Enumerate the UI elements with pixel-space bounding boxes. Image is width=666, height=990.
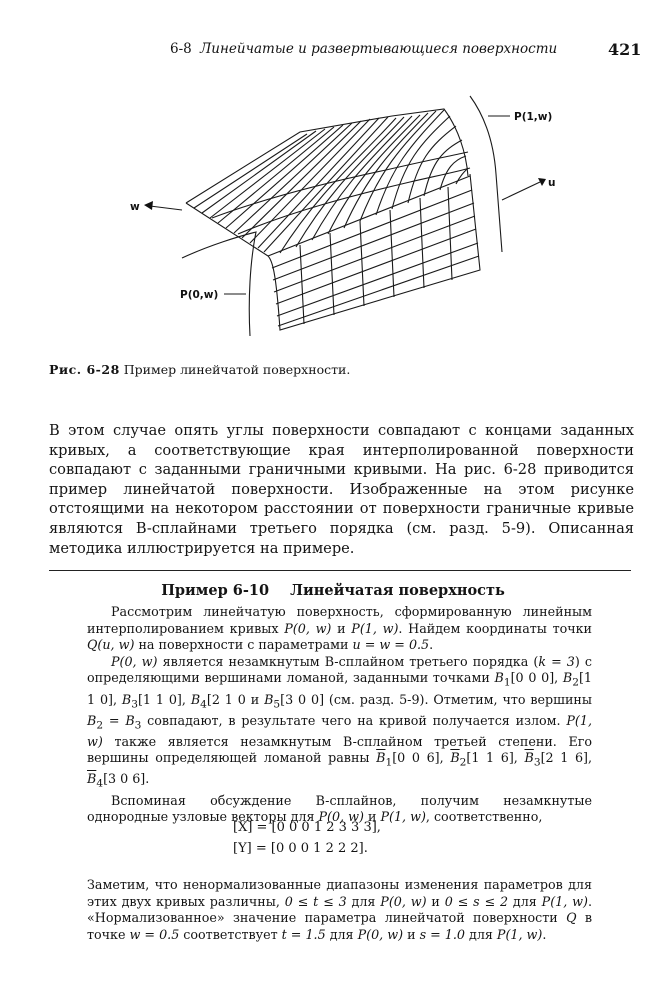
example-paragraph-1: Рассмотрим линейчатую поверхность, сформированную линейным интерполированием кривых P(0, w) и P(1, w). Найдем координаты точки Q(u, w) на поверхности с параметрами u = w = 0.5.	[87, 604, 593, 653]
example-title: Линейчатая поверхность	[290, 582, 505, 599]
surface-left-edge	[186, 203, 268, 256]
body-paragraph	[49, 421, 634, 558]
example-paragraph-3: Вспоминая обсуждение B-сплайнов, получим незамкнутые однородные узловые векторы для P(0, w) и P(1, w), соответственно,	[87, 792, 592, 825]
example-paragraph-2: P(0, w) является незамкнутым B-сплайном третьего порядка (k = 3) с определяющими вершинами ломаной, заданными точками $B_1[0$ 0 0], $B_2[1$ 1 0], $B_3[1$ 1 0], $B_4[2$ 1 0 и $B_5[3$ 0 0] (см. разд. 5-9). Отметим, что вершины $B_2 = B_3$ совпадают, в результате чего на кривой получается излом. P(1, w) также является незамкнутым B-сплайном третьей степени. Его вершины определяющей ломаной равны $\overline{B}_1[0$ 0 6], $\overline{B}_2[1$ 1 6], $\overline{B}_3[2$ 1 6], $\overline{B}_4[3$ 0 6].	[87, 653, 593, 790]
example-body	[87, 604, 592, 826]
running-header	[170, 41, 557, 57]
figure-caption	[49, 362, 350, 377]
example-heading	[0, 582, 666, 599]
caption-text: Пример линейчатой поверхности.	[123, 362, 351, 377]
knot-vectors	[233, 818, 381, 859]
page-number: 421	[608, 40, 642, 59]
ruled-surface-figure	[100, 75, 570, 360]
label-p1w: P(1,w)	[514, 111, 553, 123]
label-p0w: P(0,w)	[180, 289, 219, 301]
label-w: w	[130, 201, 140, 213]
knot-vector-x: [X] = [0 0 0 1 2 3 3 3],	[233, 820, 381, 835]
example-number: Пример 6-10	[161, 582, 270, 599]
label-u: u	[548, 177, 556, 189]
caption-label: Рис. 6-28	[49, 362, 120, 377]
curve-p1w	[470, 96, 502, 252]
curve-p0w	[182, 232, 256, 336]
section-title: Линейчатые и развертывающиеся поверхности	[200, 41, 558, 57]
body-text: В этом случае опять углы поверхности совпадают с концами заданных кривых, а соответствующие края интерполированной поверхности совпадают с заданными граничными кривыми. На рис. 6-28 приводится пример линейчатой поверхности. Изображенные на этом рисунке отстоящими на некотором расстоянии от поверхности граничные кривые являются B-сплайнами третьего порядка (см. разд. 5-9). Описанная методика иллюстрируется на примере.	[49, 422, 634, 557]
knot-vector-y: [Y] = [0 0 0 1 2 2 2].	[233, 840, 368, 856]
example-paragraph-4: Заметим, что ненормализованные диапазоны изменения параметров для этих двух кривых различны, 0 ≤ t ≤ 3 для P(0, w) и 0 ≤ s ≤ 2 для P(1, w). «Нормализованное» значение параметра линейчатой поверхности Q в точке w = 0.5 соответствует t = 1.5 для P(0, w) и s = 1.0 для P(1, w).	[87, 877, 592, 942]
section-number: 6-8	[170, 41, 192, 57]
section-divider	[49, 570, 631, 571]
